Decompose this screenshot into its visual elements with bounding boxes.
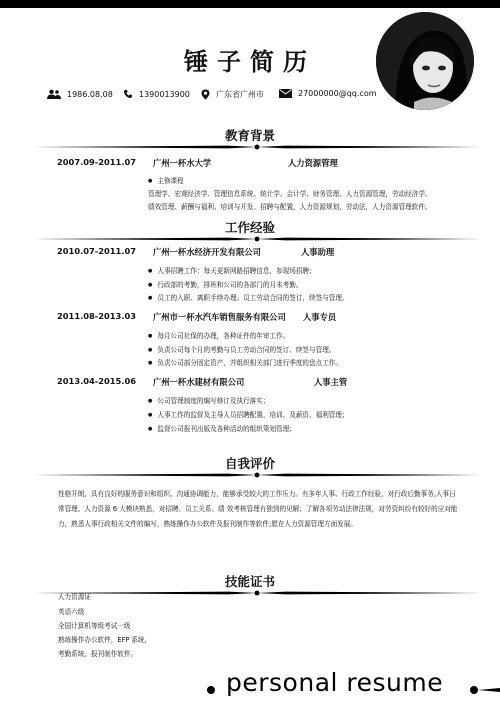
user-icon (47, 89, 61, 99)
job-duty: ● 公司管理制度的编写修订及执行落实； (148, 395, 269, 409)
job-duty: ● 监督公司报刊出版及各种活动的组织策划管理； (148, 423, 296, 437)
top-bar (0, 0, 500, 8)
resume-title: 锤子简历 (184, 48, 316, 76)
email: 27000000@qq.com (298, 89, 377, 98)
birthday: 1986.08.08 (67, 89, 113, 99)
skill-item: 考勤系统，报刊制作软件。 (58, 650, 138, 658)
work-divider (33, 233, 481, 245)
job-role: 人事助理 (301, 247, 335, 257)
education-divider (33, 141, 481, 153)
job-duty: ● 负责公司部分固定资产，并组织相关部门进行季度的盘点工作。 (148, 357, 342, 371)
job-role: 人事主管 (314, 377, 348, 387)
education-heading: 教育背景 (224, 128, 275, 143)
job-period: 2013.04-2015.06 (57, 376, 137, 386)
self-evaluation-heading: 自我评价 (224, 456, 275, 471)
job-period: 2010.07-2011.07 (57, 246, 137, 256)
job-duty: ● 每月公司社保的办理，各种证件的年审工作。 (148, 330, 289, 344)
location-info (201, 89, 264, 100)
skill-item: 熟练操作办公软件，EFP 系统， (58, 636, 152, 644)
course-list-line: 绩效管理、薪酬与福利、培训与开发、招聘与配置，人力资源规划，劳动法，人力资源管理软件。 (148, 203, 432, 211)
skills-heading: 技能证书 (224, 574, 275, 589)
job-period: 2011.08-2013.03 (57, 311, 137, 321)
job-company: 广州一杯水经济开发有限公司 (153, 247, 261, 257)
location-pin-icon (201, 89, 210, 100)
job-duty: ● 负责公司每个月的考勤与员工劳动合同的签订、续签与管理。 (148, 344, 335, 358)
job-company: 广州一杯水建材有限公司 (153, 377, 245, 387)
self-evaluation-divider (33, 469, 481, 481)
skills-divider (33, 587, 481, 599)
job-duty: ● 员工的入职、离职手续办理。员工劳动合同的签订，续签与管理。 (148, 292, 349, 306)
birthday-info (47, 89, 113, 99)
course-heading: ● 主修课程 (148, 175, 184, 189)
major-name: 人力资源管理 (288, 158, 338, 168)
skill-item: 英语六级 (58, 608, 85, 616)
footer-personal-resume: personal resume (226, 668, 444, 697)
work-heading: 工作经验 (224, 220, 275, 235)
email-info (279, 89, 377, 98)
school-name: 广州一杯水大学 (153, 158, 212, 168)
job-duty: ● 行政部的考勤，排班和公司的各部门的月末考勤。 (148, 279, 302, 293)
course-list-line: 管理学、宏观经济学、管理信息系统、统计学、会计学、财务管理、人力资源管理，劳动经济学、 (148, 190, 432, 198)
mail-icon (279, 89, 292, 98)
phone-icon (123, 89, 133, 99)
self-evaluation-text: 性格开朗，具有良好的服务意识和组织、沟通协调能力，能够承受较大的工作压力。有多年人事、行政工作经验，对行政后勤事务,人事日常管理、人力资源 6 大模块熟悉，对招聘、员工关系、绩 效考核管理有独到的见解；了解各项劳动法律法规，对劳资纠纷有较好的应对能力，熟悉人事行政相关文件的编写，熟练操作办公软件及报刊制作等软件;愿在人力资源管理方面发展。 (58, 490, 458, 528)
job-role: 人事专员 (303, 312, 337, 322)
job-duty: ● 人事招聘工作：每天更新网路招聘信息，参现场招聘； (148, 265, 316, 279)
skill-item: 全国计算机等级考试一级 (58, 622, 131, 630)
skill-item: 人力资源证 (58, 593, 91, 601)
job-duty: ● 人事工作的监督及主导人员招聘配置、培训、及薪资、福利管理； (148, 409, 349, 423)
education-period: 2007.09-2011.07 (57, 157, 137, 167)
phone: 1390013900 (139, 89, 190, 99)
location: 广东省广州市 (216, 90, 264, 99)
job-company: 广州市一杯水汽车销售服务有限公司 (153, 312, 286, 322)
avatar (376, 12, 474, 110)
phone-info (123, 89, 190, 99)
